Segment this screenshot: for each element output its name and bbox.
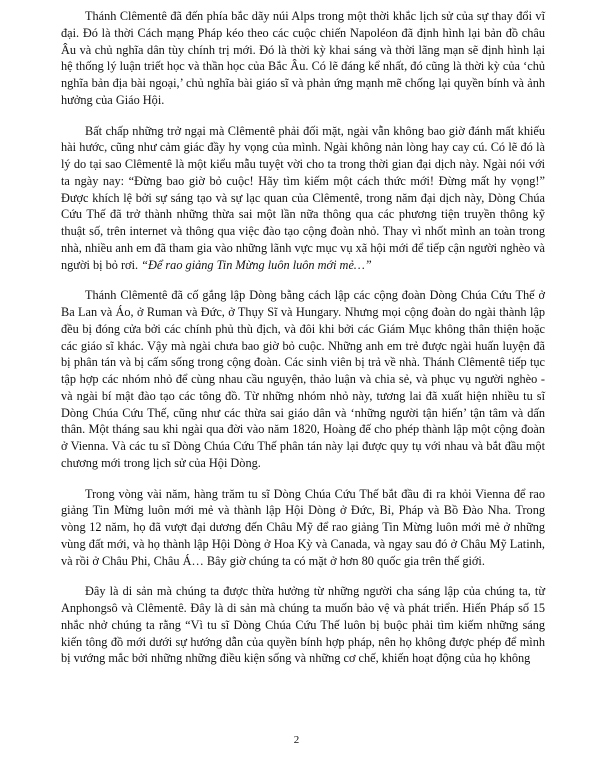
paragraph-3 [61,287,545,471]
paragraph-1 [61,8,545,109]
paragraph-4-text: Trong vòng vài năm, hàng trăm tu sĩ Dòng Chúa Cứu Thế bắt đầu đi ra khỏi Vienna để rao giảng Tin Mừng luôn mới mẻ và thành lập Hội Dòng ở Đức, Bỉ, Pháp và Bồ Đào Nha. Trong vòng 12 năm, họ đã vượt đại dương đến Châu Mỹ để rao giảng Tin Mừng luôn mới mẻ ở những vùng đất mới, và họ thành lập Hội Dòng ở Hoa Kỳ và Canada, và ngay sau đó ở Châu Mỹ Latinh, và rồi ở Châu Phi, Châu Á… Bây giờ chúng ta có mặt ở hơn 80 quốc gia trên thế giới. [61,486,545,568]
paragraph-2-text: Bất chấp những trở ngại mà Clêmentê phải đối mặt, ngài vẫn không bao giờ đánh mất khiếu hài hước, cũng như cảm giác đầy hy vọng của mình. Ngài không nản lòng hay cay cú. Có lẽ đó là lý do tại sao Clêmentê là một kiểu mẫu tuyệt vời cho ta trong thời gian đại dịch này. Ngài nói với ta ngày nay: “Đừng bao giờ bỏ cuộc! Hãy tìm kiếm một cách thức mới! Đừng mất hy vọng!” Được khích lệ bởi sự sáng tạo và sự lạc quan của Clêmentê, trong năm đại dịch này, Dòng Chúa Cứu Thế đã trở thành những thừa sai một lần nữa thông qua các phương tiện truyền thông kỹ thuật số, trên internet và thông qua việc đào tạo cộng đoàn nhỏ. Thay vì nhốt mình an toàn trong nhà, nhiều anh em đã tham gia vào những lãnh vực mục vụ xã hội mới để tiếp cận người nghèo và người bị bỏ rơi. [61,123,545,272]
paragraph-5 [61,583,545,667]
paragraph-3-text: Thánh Clêmentê đã cố gắng lập Dòng bằng cách lập các cộng đoàn Dòng Chúa Cứu Thế ở Ba Lan và Áo, ở Ruman và Đức, ở Thụy Sĩ và Hungary. Nhưng mọi cộng đoàn do ngài thành lập đều bị đóng cửa bởi các chính phủ thù địch, và đôi khi bởi các Giám Mục không thân thiện hoặc các giáo sĩ khác. Vậy mà ngài chưa bao giờ bỏ cuộc. Những anh em trẻ được ngài huấn luyện đã bị phân tán và bị cấm sống trong cộng đoàn. Các sinh viên bị trả về nhà. Thánh Clêmentê tiếp tục tập hợp các nhóm nhỏ để cùng nhau cầu nguyện, thảo luận và chia sẻ, và phục vụ người nghèo - và ngài bí mật đào tạo các tông đồ. Từ những nhóm nhỏ này, tương lai đã xuất hiện nhiều tu sĩ Dòng Chúa Cứu Thế, cũng như các thừa sai giáo dân và ‘những người tận hiến’ tận tâm và dấn thân. Một tháng sau khi ngài qua đời vào năm 1820, Hoàng đế cho phép thành lập một cộng đoàn ở Vienna. Và các tu sĩ Dòng Chúa Cứu Thế phân tán này lại được quy tụ với nhau và bắt đầu một chương mới trong lịch sử của Hội Dòng. [61,288,545,470]
paragraph-2 [61,123,545,274]
paragraph-5-text: Đây là di sản mà chúng ta được thừa hưởng từ những người cha sáng lập của chúng ta, từ Anphongsô và Clêmentê. Đây là di sản mà chúng ta muốn bảo vệ và phát triển. Hiến Pháp số 15 nhắc nhở chúng ta rằng “Vì tu sĩ Dòng Chúa Cứu Thế luôn bị buộc phải tìm kiếm những sáng kiến tông đồ mới dưới sự hướng dẫn của quyền bính hợp pháp, nên họ không được phép để mình bị vướng mắc bởi những những điều kiện sống và những cơ chế, khiến hoạt động của họ không [61,584,545,666]
page-number: 2 [293,734,300,746]
paragraph-2-quote: “Để rao giảng Tin Mừng luôn luôn mới mẻ…” [141,257,372,272]
paragraph-4 [61,486,545,570]
document-page [61,8,545,681]
paragraph-1-text: Thánh Clêmentê đã đến phía bắc dãy núi Alps trong một thời khắc lịch sử của sự thay đổi vĩ đại. Đó là thời Cách mạng Pháp kéo theo các cuộc chiến Napoléon đã định hình lại bản đồ châu Âu và chủ nghĩa dân tùy chính trị mới. Đó là thời kỳ khai sáng và thời lãng mạn sẽ định hình lại hệ thống lý luận triết học và thần học của Bắc Âu. Có lẽ đáng kể nhất, đó cũng là thời kỳ của ‘chủ nghĩa bản địa bài ngoại,’ chủ nghĩa bài giáo sĩ và phản ứng mạnh mẽ chống lại quyền bính và ảnh hưởng của Giáo Hội. [61,9,545,107]
